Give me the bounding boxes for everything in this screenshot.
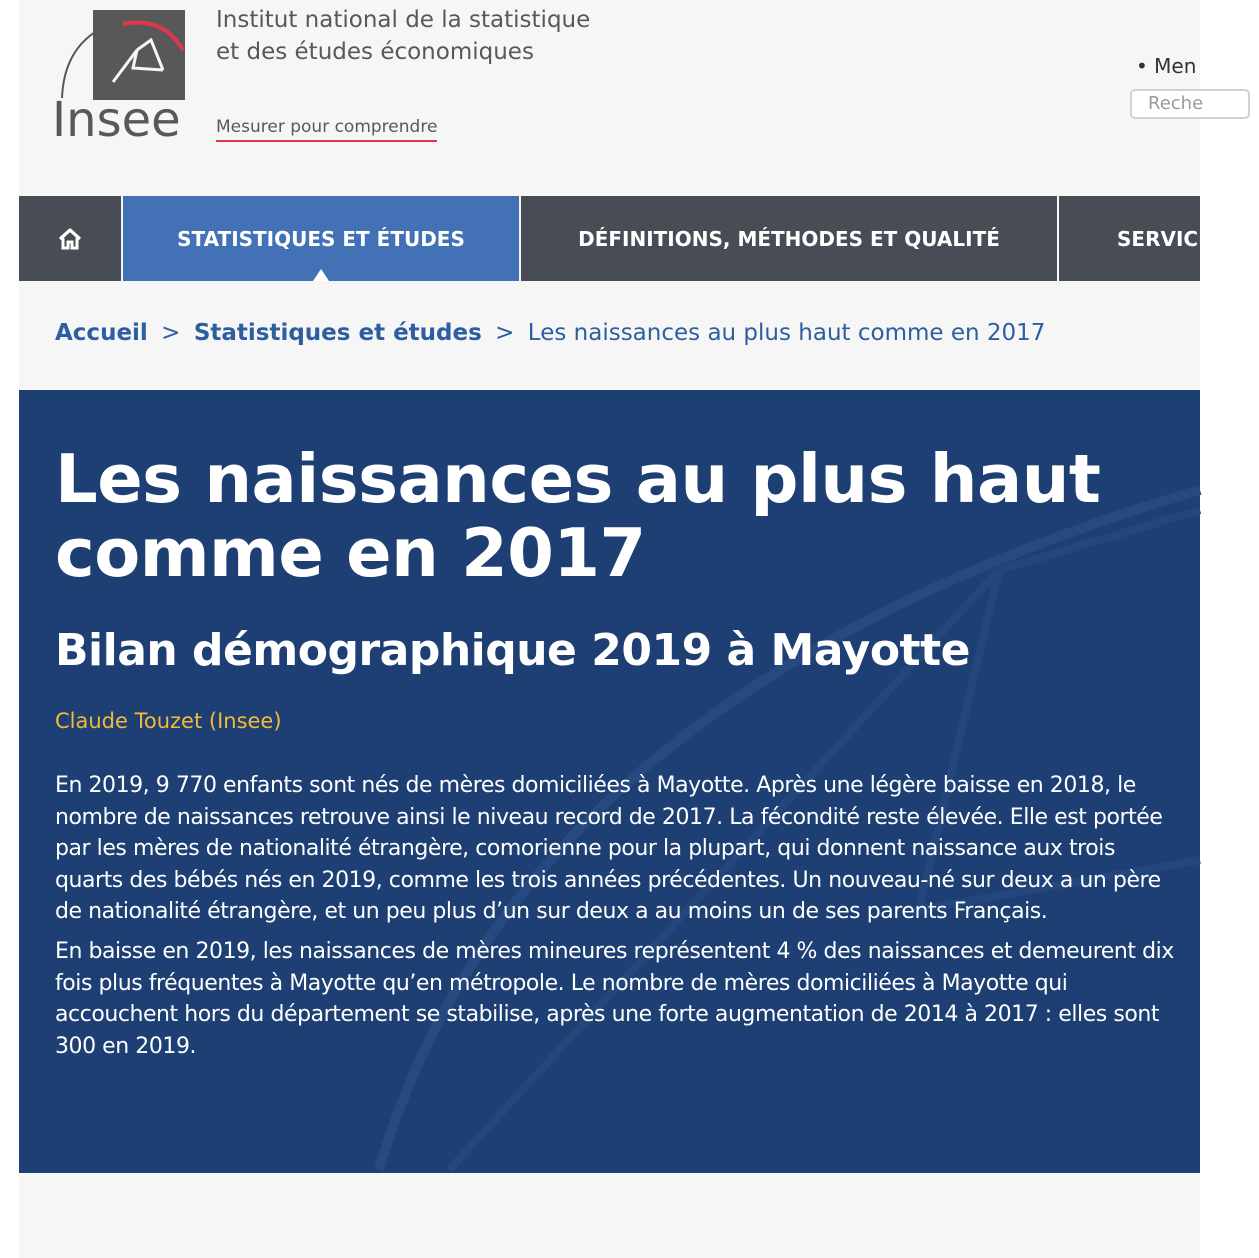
- logo-wordmark: Insee: [52, 92, 181, 148]
- nav-tab-label: SERVICE: [1117, 226, 1212, 251]
- chevron-right-icon: >: [495, 320, 515, 346]
- breadcrumb-current: Les naissances au plus haut comme en 2017: [527, 320, 1046, 346]
- tagline: Mesurer pour comprendre: [216, 116, 437, 142]
- breadcrumb: [55, 315, 1045, 351]
- article-title: Les naissances au plus haut comme en 2017: [55, 440, 1101, 592]
- organization-name-line2: et des études économiques: [216, 39, 534, 65]
- nav-tab-label: STATISTIQUES ET ÉTUDES: [177, 226, 465, 251]
- nav-tab-statistiques-etudes[interactable]: [123, 196, 521, 281]
- menu-link[interactable]: [1136, 52, 1196, 80]
- summary-paragraph: En baisse en 2019, les naissances de mères mineures représentent 4 % des naissances et demeurent dix fois plus fréquentes à Mayotte qu’en métropole. Le nombre de mères domiciliées à Mayotte qui accouchent hors du département se stabilise, après une forte augmentation de 2014 à 2017 : elles sont 300 en 2019.: [55, 938, 1174, 1059]
- breadcrumb-link-accueil[interactable]: Accueil: [55, 320, 148, 346]
- organization-name: [216, 4, 590, 68]
- chevron-right-icon: >: [161, 320, 181, 346]
- active-tab-caret-icon: [313, 269, 329, 281]
- main-nav: [19, 196, 1212, 281]
- nav-tab-services[interactable]: [1059, 196, 1259, 281]
- bullet-icon: •: [1136, 54, 1155, 78]
- summary-paragraph: En 2019, 9 770 enfants sont nés de mères domiciliées à Mayotte. Après une légère baisse en 2018, le nombre de naissances retrouve ainsi le niveau record de 2017. La fécondité reste élevée. Elle est portée par les mères de nationalité étrangère, comorienne pour la plupart, qui donnent naissance aux trois quarts des bébés nés en 2019, comme les trois années précédentes. Un nouveau-né sur deux a un père de nationalité étrangère, et un peu plus d’un sur deux a au moins un de ses parents Français.: [55, 773, 1163, 925]
- article-subtitle: Bilan démographique 2019 à Mayotte: [55, 625, 970, 676]
- home-icon: [57, 227, 83, 251]
- search-input[interactable]: Reche: [1130, 89, 1250, 119]
- nav-tab-definitions[interactable]: [521, 196, 1059, 281]
- breadcrumb-link-statistiques[interactable]: Statistiques et études: [193, 320, 482, 346]
- organization-name-line1: Institut national de la statistique: [216, 7, 591, 33]
- nav-home[interactable]: [19, 196, 123, 281]
- article-summary: [55, 770, 1175, 1070]
- menu-label: Men: [1154, 54, 1197, 78]
- article-author[interactable]: Claude Touzet (Insee): [55, 709, 282, 733]
- insee-logo[interactable]: [52, 8, 188, 148]
- article-hero: [19, 390, 1200, 1173]
- nav-tab-label: DÉFINITIONS, MÉTHODES ET QUALITÉ: [578, 226, 1000, 251]
